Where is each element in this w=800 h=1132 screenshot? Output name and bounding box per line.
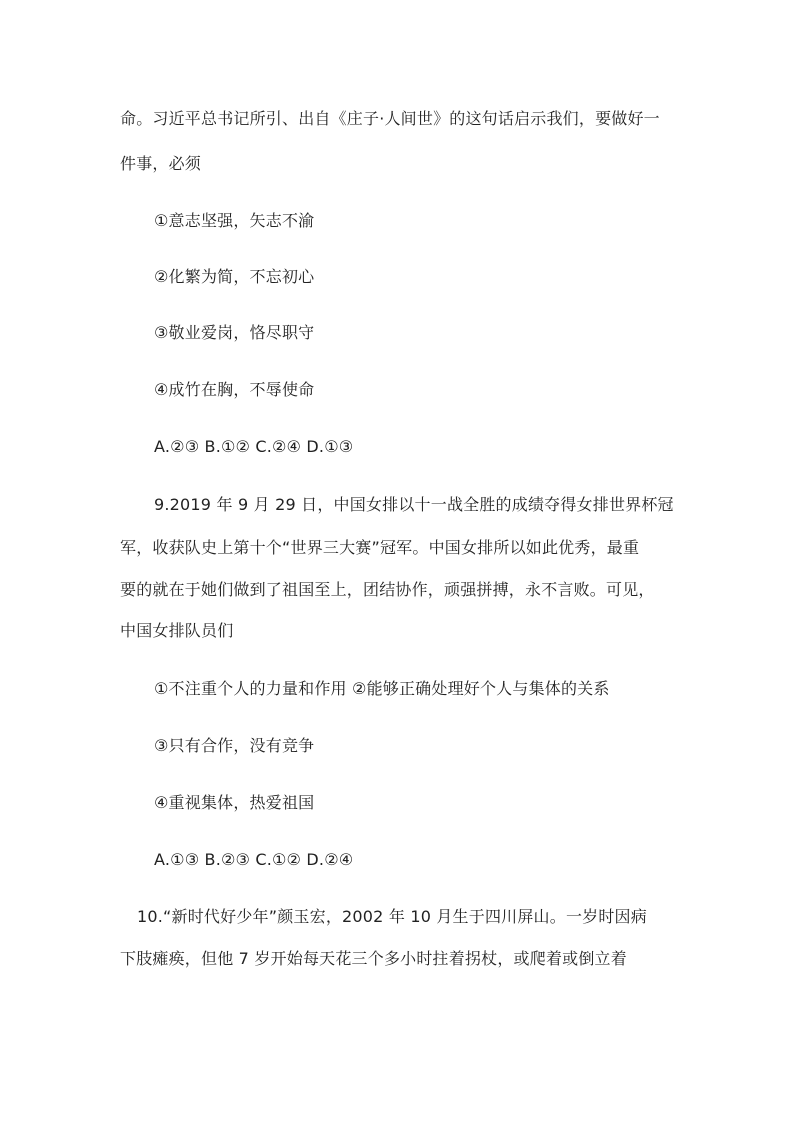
q8-option-2: ②化繁为简，不忘初心	[154, 267, 315, 286]
q8-stem-line-1: 命。习近平总书记所引、出自《庄子·人间世》的这句话启示我们，要做好一	[120, 109, 660, 128]
q9-option-1-2: ①不注重个人的力量和作用 ②能够正确处理好个人与集体的关系	[154, 679, 610, 698]
q9-stem-line-1: 9.2019 年 9 月 29 日，中国女排以十一战全胜的成绩夺得女排世界杯冠	[154, 495, 674, 514]
q8-answer-choices: A.②③ B.①② C.②④ D.①③	[154, 437, 354, 456]
q8-stem-line-2: 件事，必须	[120, 154, 202, 173]
q9-stem-line-4: 中国女排队员们	[120, 621, 234, 640]
q9-option-4: ④重视集体，热爱祖国	[154, 793, 315, 812]
q8-option-1: ①意志坚强，矢志不渝	[154, 211, 315, 230]
q9-stem-line-3: 要的就在于她们做到了祖国至上，团结协作，顽强拼搏，永不言败。可见，	[120, 580, 655, 599]
q9-option-3: ③只有合作，没有竞争	[154, 736, 315, 755]
q8-option-3: ③敬业爱岗，恪尽职守	[154, 323, 315, 342]
q9-stem-line-2: 军，收获队史上第十个“世界三大赛”冠军。中国女排所以如此优秀，最重	[120, 538, 640, 557]
q10-stem-line-2: 下肢瘫痪，但他 7 岁开始每天花三个多小时拄着拐杖，或爬着或倒立着	[120, 949, 627, 968]
q9-answer-choices: A.①③ B.②③ C.①② D.②④	[154, 850, 354, 869]
q8-option-4: ④成竹在胸，不辱使命	[154, 380, 315, 399]
q10-stem-line-1: 10.“新时代好少年”颜玉宏，2002 年 10 月生于四川屏山。一岁时因病	[137, 907, 647, 926]
